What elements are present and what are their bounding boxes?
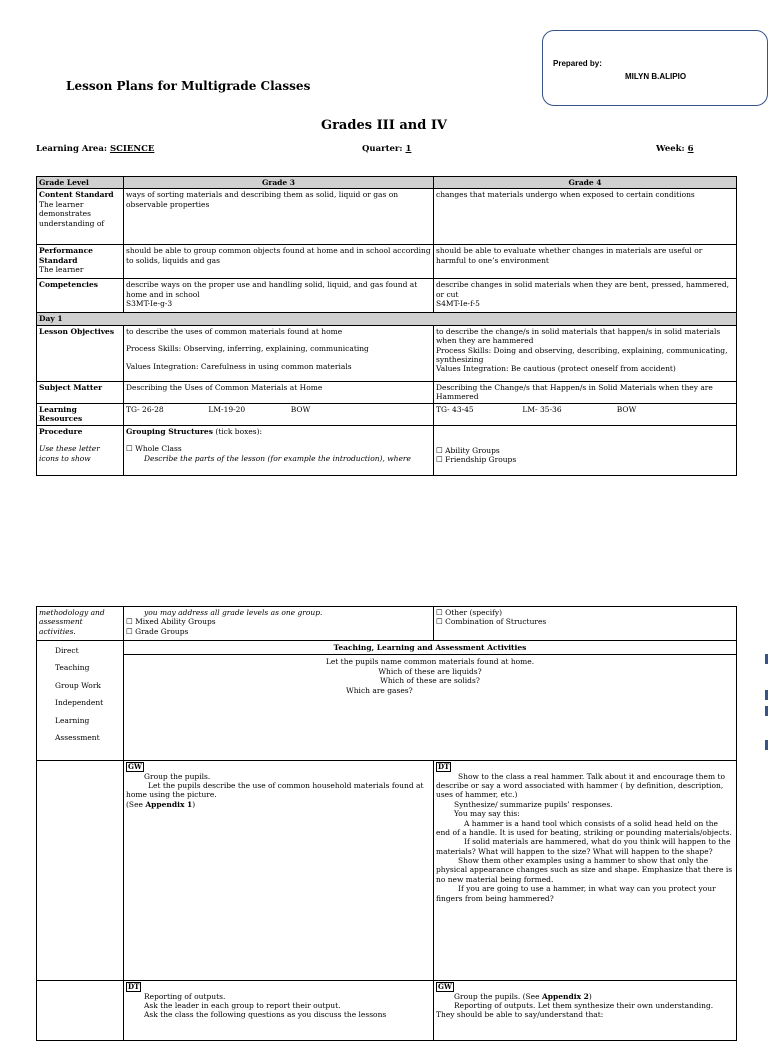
checkbox-ability-groups[interactable]: ☐ Ability Groups bbox=[436, 445, 500, 455]
icon-independent: Independent bbox=[55, 698, 104, 708]
activity-1-label bbox=[37, 761, 124, 981]
icon-teaching: Teaching bbox=[55, 663, 90, 673]
performance-standard-sub: The learner bbox=[39, 265, 84, 275]
learning-resources-g4 bbox=[434, 403, 737, 425]
subject-matter-label: Subject Matter bbox=[37, 381, 124, 403]
document-title: Lesson Plans for Multigrade Classes bbox=[66, 79, 311, 93]
intro-line-4: Which are gases? bbox=[346, 685, 413, 695]
dt-tag-2: DT bbox=[128, 982, 140, 991]
g3-describe-use: Let the pupils describe the use of common household materials found at home using the picture. bbox=[126, 781, 424, 800]
header-grade-3: Grade 3 bbox=[124, 177, 434, 189]
header-grade-4: Grade 4 bbox=[434, 177, 737, 189]
prepared-by-name: MILYN B.ALIPIO bbox=[625, 72, 687, 81]
subject-matter-g4: Describing the Change/s that Happen/s in Solid Materials when they are Hammered bbox=[434, 381, 737, 403]
intro-line-3: Which of these are solids? bbox=[380, 676, 480, 686]
content-standard-row bbox=[37, 189, 737, 245]
objectives-g3-cell bbox=[124, 325, 434, 381]
prepared-by-label: Prepared by: bbox=[553, 59, 602, 68]
performance-standard-label-cell bbox=[37, 245, 124, 279]
tla-cell bbox=[124, 641, 737, 761]
week bbox=[656, 144, 694, 154]
g4-tg: TG- 43-45 bbox=[436, 404, 474, 414]
g3-see-appendix bbox=[126, 800, 431, 809]
g4-show-hammer: Show to the class a real hammer. Talk about it and encourage them to describe or say a word associated with hammer ( by definition, description, uses of hammer, etc.) bbox=[436, 771, 725, 800]
g3-group-pupils: Group the pupils. bbox=[144, 771, 211, 781]
g4b-understand: They should be able to say/understand that: bbox=[436, 1010, 604, 1020]
activity-1-row bbox=[37, 761, 737, 981]
g3-see-open: (See bbox=[126, 799, 146, 809]
learning-area-value: SCIENCE bbox=[109, 144, 155, 154]
header-grade-level: Grade Level bbox=[37, 177, 124, 189]
learning-resources-label: Learning Resources bbox=[37, 403, 124, 425]
g3-tg: TG- 26-28 bbox=[126, 404, 164, 414]
competencies-g4-code: S4MT-Ie-f-5 bbox=[436, 299, 480, 309]
procedure-note: Use these letter icons to show bbox=[39, 444, 100, 463]
g4-you-may-say: You may say this: bbox=[454, 809, 520, 819]
objectives-label: Lesson Objectives bbox=[37, 325, 124, 381]
g4b-appendix-ref[interactable]: Appendix 2 bbox=[541, 991, 589, 1001]
competencies-g3-code: S3MT-Ie-g-3 bbox=[126, 299, 173, 309]
checkbox-whole-class[interactable]: ☐ Whole Class bbox=[126, 444, 182, 454]
table-header-row bbox=[37, 177, 737, 189]
checkbox-friendship-groups[interactable]: ☐ Friendship Groups bbox=[436, 455, 517, 465]
icon-group-work: Group Work bbox=[55, 680, 101, 690]
objectives-g3-values: Values Integration: Carefulness in using common materials bbox=[126, 361, 352, 371]
day-row bbox=[37, 313, 737, 325]
grouping-g3-continued bbox=[124, 607, 434, 641]
letter-icons-list bbox=[37, 641, 124, 761]
g3-see-close: ) bbox=[192, 799, 196, 809]
activities-table bbox=[36, 606, 737, 1041]
procedure-g4-cell bbox=[434, 425, 737, 475]
procedure-label-cell bbox=[37, 425, 124, 475]
gw-tag-2: GW bbox=[438, 982, 452, 991]
icon-assessment: Assessment bbox=[55, 732, 100, 742]
g4-question-hammered: If solid materials are hammered, what do you think will happen to the materials? What will happen to the size? What will happen to the shape? bbox=[436, 837, 731, 856]
learning-resources-g3 bbox=[124, 403, 434, 425]
quarter bbox=[362, 144, 411, 154]
activity-1-g3 bbox=[124, 761, 434, 981]
gw-tag: GW bbox=[128, 762, 142, 771]
performance-standard-label: Performance Standard bbox=[39, 246, 93, 265]
quarter-value: 1 bbox=[405, 144, 412, 154]
learning-area bbox=[36, 144, 154, 154]
grades-title: Grades III and IV bbox=[320, 118, 447, 133]
tla-heading: Teaching, Learning and Assessment Activities bbox=[124, 641, 736, 655]
objectives-g3-text: to describe the uses of common materials found at home bbox=[126, 326, 343, 336]
content-standard-g3: ways of sorting materials and describing them as solid, liquid or gas on observable properties bbox=[124, 189, 434, 245]
quarter-label: Quarter: bbox=[362, 144, 403, 154]
procedure-note-continued: methodology and assessment activities. bbox=[37, 607, 124, 641]
subject-matter-g3: Describing the Uses of Common Materials at Home bbox=[124, 381, 434, 403]
week-value: 6 bbox=[687, 144, 694, 154]
competencies-label: Competencies bbox=[37, 279, 124, 313]
checkbox-combination[interactable]: ☐ Combination of Structures bbox=[436, 617, 547, 627]
procedure-label: Procedure bbox=[39, 426, 83, 436]
activity-1-g4 bbox=[434, 761, 737, 981]
competencies-g4: describe changes in solid materials when they are bent, pressed, hammered, or cut bbox=[436, 280, 730, 299]
procedure-describe: Describe the parts of the lesson (for example the introduction), where bbox=[144, 453, 411, 463]
g4-bow: BOW bbox=[616, 404, 637, 414]
performance-standard-row bbox=[37, 245, 737, 279]
competencies-g3: describe ways on the proper use and handling solid, liquid, and gas found at home and in school bbox=[126, 280, 418, 299]
g4b-group-open: Group the pupils. (See bbox=[454, 991, 542, 1001]
g4b-group-close: ) bbox=[588, 991, 592, 1001]
objectives-g4-cell bbox=[434, 325, 737, 381]
content-standard-g4: changes that materials undergo when exposed to certain conditions bbox=[434, 189, 737, 245]
grouping-structures-bold: Grouping Structures bbox=[126, 426, 213, 436]
dt-tag: DT bbox=[438, 762, 450, 771]
g4-show-examples: Show them other examples using a hammer to show that only the physical appearance changes such as size and shape. Emphasize that there is no new material being formed. bbox=[436, 856, 733, 884]
competencies-g4-cell bbox=[434, 279, 737, 313]
grouping-structures bbox=[126, 427, 431, 436]
content-standard-label-cell bbox=[37, 189, 124, 245]
g4b-group-pupils bbox=[436, 992, 734, 1001]
checkbox-grade-groups[interactable]: ☐ Grade Groups bbox=[126, 626, 189, 636]
week-label: Week: bbox=[656, 144, 685, 154]
g3-appendix-ref[interactable]: Appendix 1 bbox=[145, 799, 193, 809]
objectives-row bbox=[37, 325, 737, 381]
objectives-g4-skills: Process Skills: Doing and observing, describing, explaining, communicating, synthesizing bbox=[436, 345, 728, 364]
grouping-structures-rest: (tick boxes): bbox=[212, 426, 263, 436]
g4b-reporting: Reporting of outputs. Let them synthesize their own understanding. bbox=[454, 1001, 714, 1011]
g3b-ask-leader: Ask the leader in each group to report their output. bbox=[144, 1001, 341, 1011]
objectives-g4-text: to describe the change/s in solid materials that happen/s in solid materials when they are hammered bbox=[436, 326, 721, 346]
g4-protect-fingers: If you are going to use a hammer, in what way can you protect your fingers from being hammered? bbox=[436, 884, 716, 903]
page-1 bbox=[0, 0, 768, 500]
intro-line-1: Let the pupils name common materials found at home. bbox=[325, 657, 535, 667]
competencies-g3-cell bbox=[124, 279, 434, 313]
activity-2-g3 bbox=[124, 981, 434, 1041]
tla-row bbox=[37, 641, 737, 761]
icon-learning: Learning bbox=[55, 715, 90, 725]
activity-2-row bbox=[37, 981, 737, 1041]
objectives-g4-values: Values Integration: Be cautious (protect oneself from accident) bbox=[436, 364, 676, 374]
lesson-plan-table bbox=[36, 176, 737, 476]
g4-lm: LM- 35-36 bbox=[522, 404, 562, 414]
content-standard-sub: The learner demonstrates understanding of bbox=[39, 199, 105, 228]
g3b-reporting: Reporting of outputs. bbox=[144, 991, 226, 1001]
g3b-ask-class: Ask the class the following questions as you discuss the lessons bbox=[144, 1010, 387, 1020]
objectives-g3-skills: Process Skills: Observing, inferring, explaining, communicating bbox=[126, 344, 369, 354]
activity-2-label bbox=[37, 981, 124, 1041]
address-text: you may address all grade levels as one group. bbox=[144, 608, 323, 617]
g3-bow: BOW bbox=[290, 404, 311, 414]
g3-lm: LM-19-20 bbox=[208, 404, 246, 414]
icon-direct: Direct bbox=[55, 646, 79, 655]
page-2 bbox=[0, 600, 768, 1024]
checkbox-mixed-ability[interactable]: ☐ Mixed Ability Groups bbox=[126, 617, 216, 627]
procedure-row bbox=[37, 425, 737, 475]
g4-synthesize: Synthesize/ summarize pupils’ responses. bbox=[454, 799, 613, 809]
grouping-continued-row bbox=[37, 607, 737, 641]
grouping-g4-continued bbox=[434, 607, 737, 641]
performance-standard-g4: should be able to evaluate whether changes in materials are useful or harmful to one’s environment bbox=[434, 245, 737, 279]
activity-2-g4 bbox=[434, 981, 737, 1041]
performance-standard-g3: should be able to group common objects found at home and in school according to solids, liquids and gas bbox=[124, 245, 434, 279]
procedure-g3-cell bbox=[124, 425, 434, 475]
content-standard-label: Content Standard bbox=[39, 190, 114, 200]
intro-line-2: Which of these are liquids? bbox=[378, 666, 482, 676]
checkbox-other[interactable]: ☐ Other (specify) bbox=[436, 608, 503, 617]
g4-hammer-definition: A hammer is a hand tool which consists of a solid head held on the end of a handle. It is used for beating, striking or pounding materials/objects. bbox=[436, 818, 732, 837]
learning-area-label: Learning Area: bbox=[36, 144, 107, 154]
prepared-by-box bbox=[542, 30, 768, 106]
day-label: Day 1 bbox=[37, 313, 737, 325]
subject-matter-row bbox=[37, 381, 737, 403]
learning-resources-row bbox=[37, 403, 737, 425]
competencies-row bbox=[37, 279, 737, 313]
